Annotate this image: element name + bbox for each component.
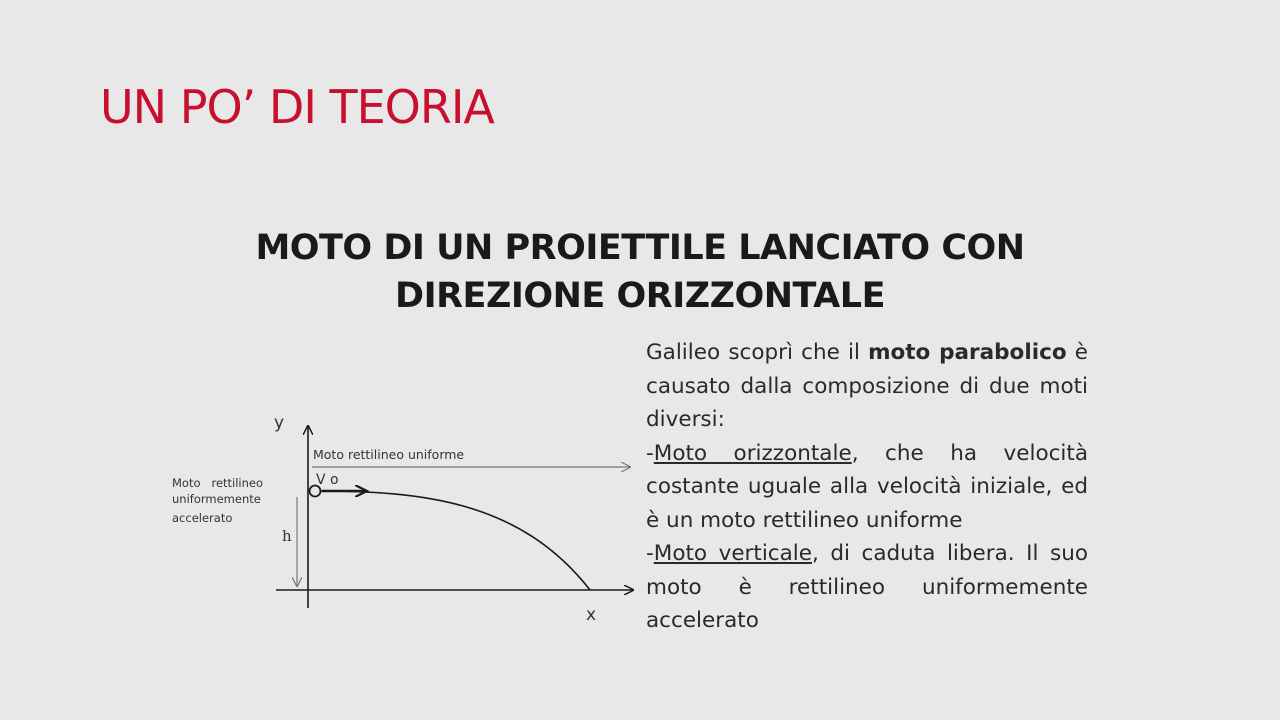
slide-title: UN PO’ DI TEORIA bbox=[100, 80, 494, 134]
subtitle-line-2: DIREZIONE ORIZZONTALE bbox=[395, 276, 885, 316]
paragraph-horizontal-motion bbox=[646, 437, 1088, 538]
p3-underlined-term: Moto verticale bbox=[653, 541, 812, 566]
paragraph-vertical-motion bbox=[646, 537, 1088, 638]
vertical-motion-label-line-3: accelerato bbox=[172, 511, 233, 525]
p2-underlined-term: Moto orizzontale bbox=[653, 440, 852, 466]
height-label: h bbox=[282, 527, 292, 545]
parabolic-trajectory bbox=[316, 491, 590, 590]
p2-rest: , che ha velocità costante uguale alla velocità iniziale, ed è un moto rettilineo uniforme bbox=[646, 440, 1088, 533]
p3-dash: - bbox=[646, 541, 654, 566]
paragraph-parabolic-motion bbox=[646, 336, 1088, 437]
x-axis-label: x bbox=[586, 605, 597, 625]
vertical-motion-label-line-1: Moto rettilineo bbox=[172, 476, 264, 490]
y-axis-label: y bbox=[274, 413, 285, 433]
horizontal-motion-label: Moto rettilineo uniforme bbox=[313, 447, 465, 462]
initial-velocity-label: V o bbox=[316, 472, 339, 488]
p1-prefix: Galileo scoprì che il bbox=[646, 340, 869, 365]
vertical-motion-label-line-2: uniformemente bbox=[172, 492, 261, 506]
p1-bold-term: moto parabolico bbox=[868, 340, 1067, 365]
explanation-text bbox=[646, 336, 1088, 638]
p2-dash: - bbox=[646, 440, 654, 466]
p1-suffix: è causato dalla composizione di due moti diversi: bbox=[646, 340, 1088, 432]
p3-rest: , di caduta libera. Il suo moto è rettilineo uniformemente accelerato bbox=[646, 541, 1089, 633]
subtitle-line-1: MOTO DI UN PROIETTILE LANCIATO CON bbox=[255, 228, 1025, 268]
